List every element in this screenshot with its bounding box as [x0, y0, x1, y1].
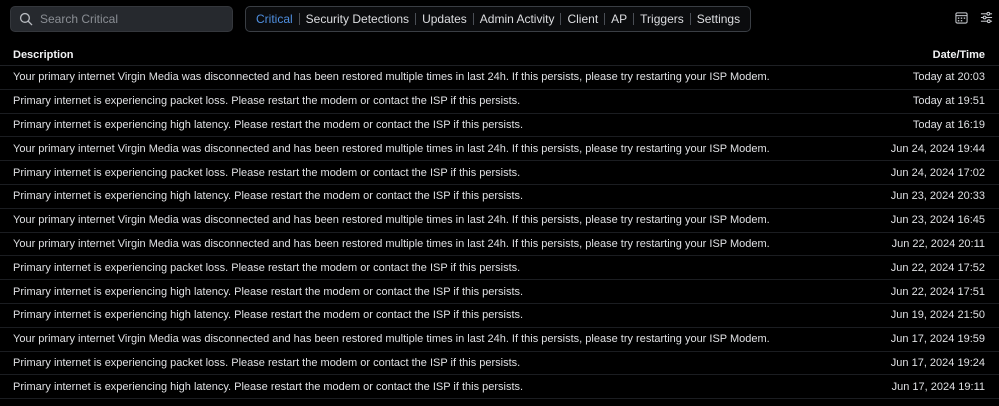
table-header — [0, 44, 999, 66]
table-row[interactable] — [0, 66, 999, 90]
row-datetime: Today at 19:51 — [912, 95, 985, 108]
toolbar — [0, 0, 999, 38]
toolbar-icons — [955, 11, 993, 24]
table-row[interactable] — [0, 328, 999, 352]
table-row[interactable] — [0, 161, 999, 185]
row-datetime: Today at 20:03 — [912, 71, 985, 84]
table-row[interactable] — [0, 280, 999, 304]
tab-critical[interactable]: Critical — [256, 12, 293, 26]
table-row[interactable] — [0, 185, 999, 209]
row-datetime: Jun 22, 2024 17:52 — [890, 261, 985, 274]
tab-updates[interactable]: Updates — [422, 12, 467, 26]
row-description: Your primary internet Virgin Media was disconnected and has been restored multiple times in last 24h. If this persists, please try restarting your ISP Modem. — [13, 237, 770, 250]
tab-ap[interactable]: AP — [611, 12, 628, 26]
row-datetime: Jun 17, 2024 19:11 — [891, 380, 985, 393]
column-header-description[interactable]: Description — [13, 48, 74, 61]
row-datetime: Jun 23, 2024 16:45 — [890, 214, 985, 227]
table-row[interactable] — [0, 304, 999, 328]
table-row[interactable] — [0, 233, 999, 257]
search-input[interactable] — [40, 12, 220, 26]
row-datetime: Jun 22, 2024 17:51 — [890, 285, 985, 298]
row-description: Primary internet is experiencing high latency. Please restart the modem or contact the ISP if this persists. — [13, 380, 524, 393]
table-row[interactable] — [0, 137, 999, 161]
table-row[interactable] — [0, 209, 999, 233]
row-description: Your primary internet Virgin Media was disconnected and has been restored multiple times in last 24h. If this persists, please try restarting your ISP Modem. — [13, 71, 770, 84]
table-body — [0, 66, 999, 399]
table-row[interactable] — [0, 90, 999, 114]
row-datetime: Jun 22, 2024 20:11 — [891, 237, 985, 250]
table-row[interactable] — [0, 352, 999, 376]
search-icon — [19, 12, 33, 26]
tab-settings[interactable]: Settings — [696, 12, 741, 26]
row-datetime: Jun 24, 2024 17:02 — [890, 166, 985, 179]
table-row[interactable] — [0, 114, 999, 138]
row-datetime: Jun 17, 2024 19:24 — [890, 356, 985, 369]
search-box[interactable] — [10, 6, 233, 32]
column-header-datetime[interactable]: Date/Time — [932, 48, 985, 61]
row-datetime: Jun 24, 2024 19:44 — [890, 142, 985, 155]
row-description: Primary internet is experiencing packet loss. Please restart the modem or contact the ISP if this persists. — [13, 95, 521, 108]
row-description: Primary internet is experiencing packet loss. Please restart the modem or contact the ISP if this persists. — [13, 166, 521, 179]
table-row[interactable] — [0, 375, 999, 399]
tab-security-detections[interactable]: Security Detections — [305, 12, 410, 26]
row-datetime: Jun 23, 2024 20:33 — [890, 190, 985, 203]
row-description: Primary internet is experiencing packet loss. Please restart the modem or contact the ISP if this persists. — [13, 356, 521, 369]
filter-settings-icon[interactable] — [980, 11, 993, 24]
row-datetime: Jun 19, 2024 21:50 — [890, 309, 985, 322]
row-description: Primary internet is experiencing packet loss. Please restart the modem or contact the ISP if this persists. — [13, 261, 521, 274]
row-datetime: Today at 16:19 — [912, 118, 985, 131]
events-table — [0, 44, 999, 399]
row-description: Primary internet is experiencing high latency. Please restart the modem or contact the ISP if this persists. — [13, 118, 524, 131]
category-tabs — [245, 6, 751, 32]
row-description: Primary internet is experiencing high latency. Please restart the modem or contact the ISP if this persists. — [13, 309, 524, 322]
tab-triggers[interactable]: Triggers — [640, 12, 684, 26]
row-description: Primary internet is experiencing high latency. Please restart the modem or contact the ISP if this persists. — [13, 285, 524, 298]
row-description: Your primary internet Virgin Media was disconnected and has been restored multiple times in last 24h. If this persists, please try restarting your ISP Modem. — [13, 214, 770, 227]
tab-admin-activity[interactable]: Admin Activity — [479, 12, 555, 26]
row-datetime: Jun 17, 2024 19:59 — [890, 333, 985, 346]
row-description: Your primary internet Virgin Media was disconnected and has been restored multiple times in last 24h. If this persists, please try restarting your ISP Modem. — [13, 142, 770, 155]
table-row[interactable] — [0, 256, 999, 280]
calendar-icon[interactable] — [955, 11, 968, 24]
tab-client[interactable]: Client — [567, 12, 599, 26]
row-description: Your primary internet Virgin Media was disconnected and has been restored multiple times in last 24h. If this persists, please try restarting your ISP Modem. — [13, 333, 770, 346]
row-description: Primary internet is experiencing high latency. Please restart the modem or contact the ISP if this persists. — [13, 190, 524, 203]
